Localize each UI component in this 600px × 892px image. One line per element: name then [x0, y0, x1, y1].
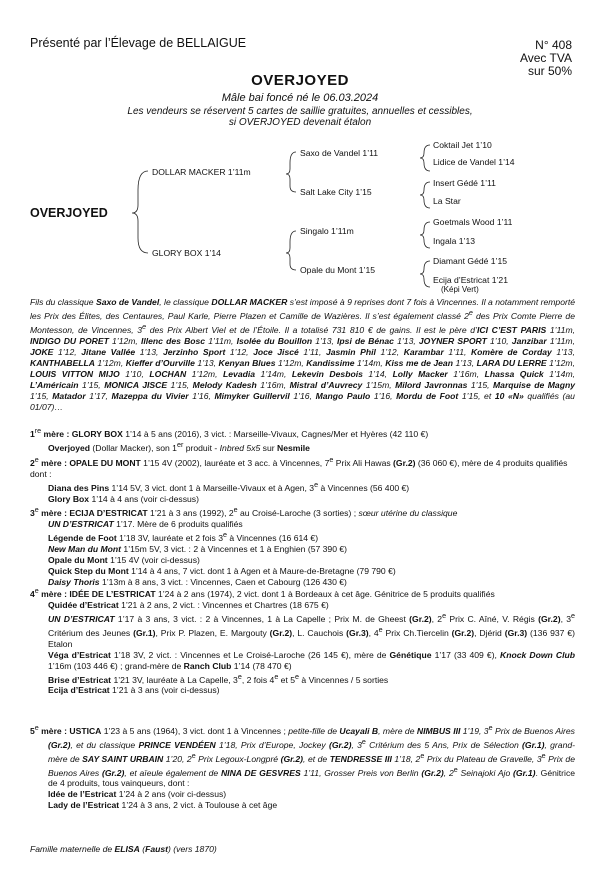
sp-name: Jasmin Phil: [325, 346, 376, 357]
pedigree-ssd: Lidice de Vandel 1’14: [433, 157, 515, 167]
dam-ordinal-sup: re: [34, 427, 42, 435]
produce-text: 1’18 3V, lauréate et 2 fois 3: [116, 532, 223, 543]
dam-sup: e: [488, 724, 493, 732]
sp-name: Mimyker Guillervil: [214, 390, 290, 401]
dam-text: (36 060 €), mère de 4 produits qualifiés dont :: [30, 457, 568, 479]
dam-note: 1’18, Prix d’Europe, Jockey: [215, 739, 329, 750]
sp-name: Janzibar: [511, 335, 547, 346]
dam-note: 1’11, Grosser Preis von Berlin: [300, 767, 422, 778]
group-badge: (Gr.2): [269, 627, 293, 638]
produce-name: Quidée d’Estricat: [48, 599, 119, 610]
produce-sup: e: [295, 672, 300, 681]
produce-text: , 2: [431, 613, 443, 624]
dam-ordinal-sup: e: [34, 587, 39, 595]
dam-sup: e: [453, 765, 458, 774]
sp-name: DOLLAR MACKER: [211, 297, 288, 307]
fourth-dam-line: [30, 586, 575, 600]
sp-text: des Prix Albert Viel et de l’Étoile. Il a totalisé 731 810 € de gains. Il est le père d’: [146, 324, 477, 335]
produce-line: [30, 544, 575, 555]
pedigree-ddd-note: (Képi Vert): [441, 285, 479, 294]
sp-name: Marquise de Magny: [493, 379, 575, 390]
seller-note-line1: Les vendeurs se réservent 5 cartes de saillie gratuites, annuelles et cessibles,: [127, 106, 473, 117]
dam-note: , mère de: [378, 725, 417, 736]
produce-text: , 2 fois 4: [241, 674, 275, 685]
group-badge: (Gr.2): [451, 627, 475, 638]
produce-sup: e: [442, 611, 447, 620]
sp-name: Komère de Corday: [470, 346, 552, 357]
inbred-ancestor: Nesmile: [277, 442, 310, 453]
dam-text: 1’17. Mère de 6 produits qualifiés: [113, 518, 243, 529]
produce-text: sur: [260, 442, 277, 453]
dam-note: petite-fille de: [288, 725, 340, 736]
produce-text: 1’21 3V, lauréate à La Capelle, 3: [111, 674, 238, 685]
dam-sup: e: [361, 737, 366, 746]
lot-share-note: sur 50%: [527, 64, 572, 78]
sp-name: Mango Paulo: [315, 390, 371, 401]
produce-name: New Man du Mont: [48, 543, 122, 554]
group-badge: (Gr.3): [504, 627, 528, 638]
sp-text: 1’17,: [85, 390, 112, 401]
dam-ordinal: 1: [30, 428, 35, 439]
produce-text: , Prix P. Plazen, E. Margouty: [155, 627, 270, 638]
produce-text: (136 937 €) Etalon: [48, 627, 575, 649]
group-badge: (Gr.3): [346, 627, 369, 638]
produce-text: 1’24 à 2 ans (voir ci-dessus): [116, 789, 227, 800]
sp-name: Kiss me de Jean: [385, 357, 453, 368]
produce-text: , L. Cauchois: [292, 627, 347, 638]
sp-text: des Prix Comte Pierre de Montesson, de Vincennes, 3: [30, 310, 575, 335]
sp-text: 1’12m,: [108, 335, 141, 346]
sp-text: 1’10,: [486, 335, 512, 346]
sp-name: Matador: [52, 390, 86, 401]
sire-paragraph: [30, 297, 575, 413]
dam-note: , 2: [443, 767, 454, 778]
footer-text: Famille maternelle de: [30, 844, 115, 854]
produce-text: 1’24 à 3 ans, 2 vict. à Toulouse à cet âge: [119, 800, 278, 811]
pedigree-dds: Diamant Gédé 1’15: [433, 256, 508, 266]
sp-text: 1’15, et: [458, 390, 495, 401]
produce-text: à Vincennes / 5 sorties: [299, 674, 389, 685]
pedigree-dam: GLORY BOX 1’14: [152, 248, 221, 258]
group-badge: (Gr.2): [101, 767, 125, 778]
sp-name: LARA DU LERRE: [476, 357, 547, 368]
dam-note: Prix de Buenos Aires: [48, 753, 575, 778]
dam-label: mère :: [38, 507, 70, 518]
sp-text: 1’11,: [443, 346, 471, 357]
dam-text: au Croisé-Laroche (3 sorties) ;: [237, 507, 359, 518]
sp-name: Kieffer d’Ourville: [125, 357, 195, 368]
produce-name: Brise d’Estricat: [48, 674, 112, 685]
sp-sup: e: [468, 309, 473, 317]
produce-text: 1’17 à 3 ans, 3 vict. : 2 à Vincennes, 1 à La Capelle ; Prix M. de Gheest: [114, 613, 410, 624]
produce-text: à Vincennes (16 614 €): [226, 532, 319, 543]
pedigree-dam-dam: Opale du Mont 1’15: [300, 265, 376, 275]
sp-text: 1’11m,: [546, 335, 575, 346]
produce-text: 1’14 à 4 ans, 7 vict. dont 1 à Agen et à Maure-de-Bretagne (79 790 €): [128, 565, 396, 576]
first-dam-section: [30, 426, 575, 454]
sp-name: LOUIS VITTON MIJO: [30, 368, 120, 379]
sp-text: 1’13,: [312, 335, 338, 346]
footer-text: (: [139, 844, 146, 854]
sp-text: 1’15,: [30, 390, 53, 401]
pedigree-sire: DOLLAR MACKER 1’11m: [152, 167, 251, 177]
produce-name: UN D’ESTRICAT: [48, 613, 115, 624]
dam-note: sœur utérine du classique: [358, 507, 458, 518]
produce-sup: er: [176, 440, 184, 449]
dam-label: mère :: [38, 457, 70, 468]
sp-name: Mazeppa du Vivier: [111, 390, 189, 401]
sp-text: qualifiés (au 01/07)…: [30, 390, 575, 412]
produce-name: Ecija d’Estricat: [48, 685, 110, 696]
sp-name: Mistral d’Auvrecy: [289, 379, 363, 390]
sp-text: 1’12m,: [186, 368, 224, 379]
pedigree-sdd: La Star: [433, 196, 461, 206]
sp-text: 1’14,: [362, 368, 393, 379]
group-badge: (Gr.2): [329, 739, 352, 750]
produce-sup: e: [314, 480, 319, 489]
dam-sup: e: [541, 751, 546, 760]
dam-text: Prix Ali Hawas: [333, 457, 394, 468]
produce-name: Quick Step du Mont: [48, 565, 129, 576]
dam-note: 1’20, 2: [163, 753, 192, 764]
dam-text: 1’24 à 2 ans (1974), 2 vict. dont 1 à Bordeaux à cet âge. Génitrice de 5 produits qualifiés: [155, 588, 495, 599]
group-badge: (Gr.2): [280, 753, 304, 764]
dam-ordinal: 3: [30, 507, 35, 518]
sp-text: 1’15,: [167, 379, 193, 390]
produce-text: 1’21 à 3 ans (voir ci-dessus): [109, 685, 220, 696]
produce-text: , Djérid: [474, 627, 505, 638]
sp-text: 1’13,: [135, 346, 163, 357]
sp-name: INDIGO DU PORET: [30, 335, 109, 346]
ancestor-name: SAY SAINT URBAIN: [82, 753, 164, 764]
second-dam-section: [30, 455, 575, 505]
produce-line: [30, 440, 575, 454]
ancestor-name: NIMBUS III: [416, 725, 461, 736]
fifth-dam-line: [30, 723, 575, 789]
produce-line: [30, 611, 575, 650]
sp-text: 1’12,: [375, 346, 404, 357]
lot-vat-note: Avec TVA: [519, 51, 572, 65]
dam-ordinal-sup: e: [34, 506, 39, 514]
produce-text: (Dollar Macker), son 1: [90, 442, 177, 453]
maternal-family-line: [30, 844, 217, 854]
dam-note: , 3: [351, 739, 362, 750]
produce-text: 1’17 (33 409 €),: [431, 649, 501, 660]
dam-name: USTICA: [69, 725, 102, 736]
sp-name: L’Américain: [30, 379, 79, 390]
presenter-line: Présenté par l’Élevage de BELLAIGUE: [30, 36, 247, 50]
dam-note: , et de: [303, 753, 330, 764]
produce-line: [30, 672, 575, 686]
pedigree-dsd: Ingala 1’13: [433, 236, 476, 246]
sp-name: Lhassa Quick: [484, 368, 544, 379]
family-founder-sire: Faust: [145, 844, 169, 854]
group-badge: (Gr.1): [522, 739, 545, 750]
sp-text: s’est imposé à 9 reprises dont 7 fois à Vincennes. Il a notamment remporté les Prix des Élites, des Centaures, Paul Karle, Pierre Plazen et Camille de Wazières. Il s’est également classé 2: [30, 297, 576, 321]
pedigree-sire-sire: Saxo de Vandel 1’11: [300, 148, 379, 158]
sp-name: Kenyan Blues: [218, 357, 276, 368]
pedigree-ddd: Ecija d’Estricat 1’21: [433, 275, 508, 285]
group-badge: (Gr.1): [133, 627, 156, 638]
dam-text: 1’14 à 5 ans (2016), 3 vict. : Marseille-Vivaux, Cagnes/Mer et Hyères (42 110 €): [122, 428, 429, 439]
sp-text: 1’14m,: [354, 357, 386, 368]
produce-name: Opale du Mont: [48, 554, 108, 565]
pedigree-sss: Coktail Jet 1’10: [433, 140, 492, 150]
third-dam-line: [30, 505, 575, 519]
sp-text: 1’16,: [370, 390, 397, 401]
pedigree-subject: OVERJOYED: [30, 206, 108, 220]
dam-note: 1’18, 2: [391, 753, 421, 764]
produce-sup: e: [378, 625, 383, 634]
sp-name: JOYNER SPORT: [418, 335, 487, 346]
sp-sup: e: [142, 322, 147, 331]
sp-text: 1’14m,: [255, 368, 292, 379]
ancestor-name: NINA DE GESVRES: [220, 767, 301, 778]
seller-note-line2: si OVERJOYED devenait étalon: [228, 117, 372, 128]
pedigree-sire-dam: Salt Lake City 1’15: [300, 187, 372, 197]
sp-name: Saxo de Vandel: [95, 297, 160, 307]
produce-text: Critérium des Jeunes: [48, 627, 134, 638]
produce-line: [30, 800, 575, 811]
dam-name: ECIJA D’ESTRICAT: [69, 507, 148, 518]
sp-text: 1’16,: [188, 390, 215, 401]
group-badge: (Gr.1): [513, 767, 536, 778]
sp-name: Lekevin Desbois: [291, 368, 363, 379]
sp-name: Karambar: [403, 346, 444, 357]
sp-text: 1’11m,: [546, 324, 576, 335]
produce-text: , 4: [368, 627, 379, 638]
sp-name: ICI C’EST PARIS: [476, 324, 547, 335]
dam-text: . Génitrice de 4 produits, tous vainqueurs, dont :: [48, 767, 576, 789]
produce-text: 1’14 à 4 ans (voir ci-dessus): [89, 493, 199, 504]
sp-text: 1’13,: [194, 357, 219, 368]
horse-subtitle: Mâle bai foncé né le 06.03.2024: [221, 92, 379, 104]
sp-name: Joce Jiscé: [253, 346, 299, 357]
sp-name: Melody Kadesh: [192, 379, 257, 390]
dam-label: mère :: [41, 428, 72, 439]
produce-line: [30, 789, 575, 800]
dam-note: Seinajoki Ajo: [457, 767, 514, 778]
produce-text: , 3: [560, 613, 572, 624]
pedigree-sds: Insert Gédé 1’11: [433, 178, 496, 188]
dam-ordinal-sup: e: [34, 456, 39, 464]
dam-note: , et aïeule également de: [124, 767, 221, 778]
produce-text: à Vincennes (56 400 €): [318, 482, 410, 493]
produce-name: Légende de Foot: [48, 532, 117, 543]
second-dam-line: [30, 455, 575, 480]
dam-note: 1’19, 3: [460, 725, 489, 736]
dam-continued-line: [30, 519, 575, 530]
sp-name: Milord Javronnas: [395, 379, 468, 390]
footer-text: ) (vers 1870): [168, 844, 217, 854]
produce-text: 1’14 (78 470 €): [231, 660, 292, 671]
sp-text: 1’12m,: [275, 357, 307, 368]
first-dam-line: [30, 426, 575, 440]
sp-text: 1’16m,: [256, 379, 290, 390]
fifth-dam-section: [30, 723, 575, 811]
produce-sup: e: [237, 672, 242, 681]
sp-text: 1’12m,: [94, 357, 126, 368]
sp-text: 1’13,: [452, 357, 477, 368]
group-badge: (Gr.2): [409, 613, 432, 624]
family-founder: ELISA: [114, 844, 140, 854]
sp-text: 1’12,: [53, 346, 82, 357]
pedigree-dam-sire: Singalo 1’11m: [300, 226, 354, 236]
dam-text: 1’23 à 5 ans (1964), 3 vict. dont 1 à Vincennes ;: [101, 725, 289, 736]
sp-text: 1’15,: [78, 379, 105, 390]
dam-sup: e: [233, 506, 238, 514]
dam-ordinal: 5: [30, 725, 35, 736]
sp-text: 1’15m,: [362, 379, 396, 390]
produce-line: [30, 555, 575, 566]
sp-text: 1’10,: [119, 368, 150, 379]
produce-name: Overjoyed: [48, 442, 91, 453]
produce-line: [30, 530, 575, 544]
ancestor-name: TENDRESSE III: [329, 753, 392, 764]
dam-note: , et du classique: [70, 739, 139, 750]
fourth-dam-section: [30, 586, 575, 696]
dam-note: , grand-mère de: [48, 739, 575, 764]
produce-text: 1’18 3V, 2 vict. : Vincennes et Le Croisé-Laroche (26 145 €), mère de: [110, 649, 390, 660]
dam-ordinal-sup: e: [34, 724, 39, 732]
produce-name: Lady de l’Estricat: [48, 800, 120, 811]
sp-text: 1’13,: [393, 335, 419, 346]
sp-name: Ipsi de Bénac: [337, 335, 394, 346]
produce-line: [30, 480, 575, 494]
produce-name: Glory Box: [48, 493, 90, 504]
dam-sup: e: [191, 751, 196, 760]
produce-text: Prix C. Aîné, V. Régis: [446, 613, 539, 624]
dam-sup: e: [329, 456, 334, 464]
inbred-note: Inbred 5x5: [219, 442, 261, 453]
horse-title: OVERJOYED: [251, 72, 349, 89]
grand-produce-name: Génétique: [389, 649, 432, 660]
ancestor-name: Ucayali B: [339, 725, 379, 736]
dam-text: 1’21 à 3 ans (1992), 2: [147, 507, 234, 518]
ancestor-name: PRINCE VENDÉEN: [138, 739, 216, 750]
produce-line: [30, 600, 575, 611]
produce-name: Diana des Pins: [48, 482, 110, 493]
sp-name: Illenc des Bosc: [140, 335, 206, 346]
sp-name: JOKE: [30, 346, 54, 357]
sp-name: Mordu de Foot: [396, 390, 459, 401]
dam-ordinal: 2: [30, 457, 35, 468]
dam-note: Critérium des 5 Ans, Prix de Sélection: [365, 739, 523, 750]
dam-label: mère :: [38, 725, 70, 736]
group-badge: (Gr.2): [393, 457, 416, 468]
produce-name: Daisy Thoris: [48, 576, 100, 587]
sp-text: 1’16m,: [447, 368, 485, 379]
produce-text: 1’16m (103 446 €) ; grand-mère de: [48, 660, 184, 671]
dam-name: IDÉE DE L’ESTRICAT: [69, 588, 156, 599]
produce-line: [30, 650, 575, 672]
grand-produce-name: Ranch Club: [183, 660, 232, 671]
dam-label: mère :: [38, 588, 70, 599]
produce-sup: e: [274, 672, 279, 681]
lot-number: N° 408: [535, 38, 572, 52]
produce-text: 1’15m 5V, 3 vict. : 2 à Vincennes et 1 à Enghien (57 390 €): [121, 543, 348, 554]
sp-text: Fils du classique: [30, 297, 96, 307]
dam-sup: e: [420, 751, 425, 760]
sp-text: 1’16,: [289, 390, 316, 401]
sp-name: LOCHAN: [149, 368, 187, 379]
produce-name: Véga d’Estricat: [48, 649, 111, 660]
sp-text: 1’11,: [298, 346, 326, 357]
group-badge: (Gr.2): [48, 739, 71, 750]
sp-name: Jitane Vallée: [81, 346, 136, 357]
sp-name: Kandissime: [306, 357, 355, 368]
dam-name: OPALE DU MONT: [69, 457, 141, 468]
dam-ordinal: 4: [30, 588, 35, 599]
produce-text: 1’21 à 2 ans, 2 vict. : Vincennes et Chartres (18 675 €): [118, 599, 329, 610]
sp-name: MONICA JISCE: [104, 379, 168, 390]
produce-text: Prix Ch.Tiercelin: [382, 627, 452, 638]
dam-note: Prix Legoux-Longpré: [195, 753, 281, 764]
sp-name: Jerzinho Sport: [162, 346, 226, 357]
produce-name: Idée de l’Estricat: [48, 789, 117, 800]
produce-line: [30, 566, 575, 577]
dam-note: Prix du Plateau de Gravelle, 3: [424, 753, 542, 764]
half-sibling-name: UN D’ESTRICAT: [48, 518, 114, 529]
pedigree-dss: Goetmals Wood 1’11: [433, 217, 513, 227]
sp-text: 1’12m,: [546, 357, 575, 368]
produce-sup: e: [222, 530, 227, 539]
sp-name: Levadia: [223, 368, 256, 379]
produce-line: [30, 494, 575, 505]
produce-sup: e: [571, 611, 576, 620]
sp-name: 10 «N»: [494, 390, 524, 401]
produce-line: [30, 685, 575, 696]
sp-name: Lolly Macker: [392, 368, 448, 379]
grand-produce-name: Knock Down Club: [500, 649, 575, 660]
produce-text: et 5: [278, 674, 296, 685]
sp-text: 1’12,: [225, 346, 254, 357]
group-badge: (Gr.2): [421, 767, 444, 778]
sp-text: 1’15,: [467, 379, 494, 390]
group-badge: (Gr.2): [538, 613, 561, 624]
produce-text: produit -: [183, 442, 220, 453]
sp-text: 1’13,: [551, 346, 575, 357]
sp-name: Isolée du Bouillon: [236, 335, 313, 346]
dam-text: 1’15 4V (2002), lauréate et 3 acc. à Vincennes, 7: [140, 457, 330, 468]
produce-text: 1’15 4V (voir ci-dessus): [107, 554, 200, 565]
sp-text: , le classique: [159, 297, 212, 307]
produce-text: 1’14 5V, 3 vict. dont 1 à Marseille-Vivaux et à Agen, 3: [109, 482, 315, 493]
dam-note: Prix de Buenos Aires: [492, 725, 575, 736]
sp-name: KANTHABELLA: [30, 357, 95, 368]
third-dam-section: [30, 505, 575, 588]
sp-text: 1’11m,: [205, 335, 237, 346]
dam-name: GLORY BOX: [71, 428, 123, 439]
produce-text: 1’13m à 8 ans, 3 vict. : Vincennes, Caen et Cabourg (126 430 €): [99, 576, 347, 587]
sp-text: 1’14m,: [543, 368, 575, 379]
